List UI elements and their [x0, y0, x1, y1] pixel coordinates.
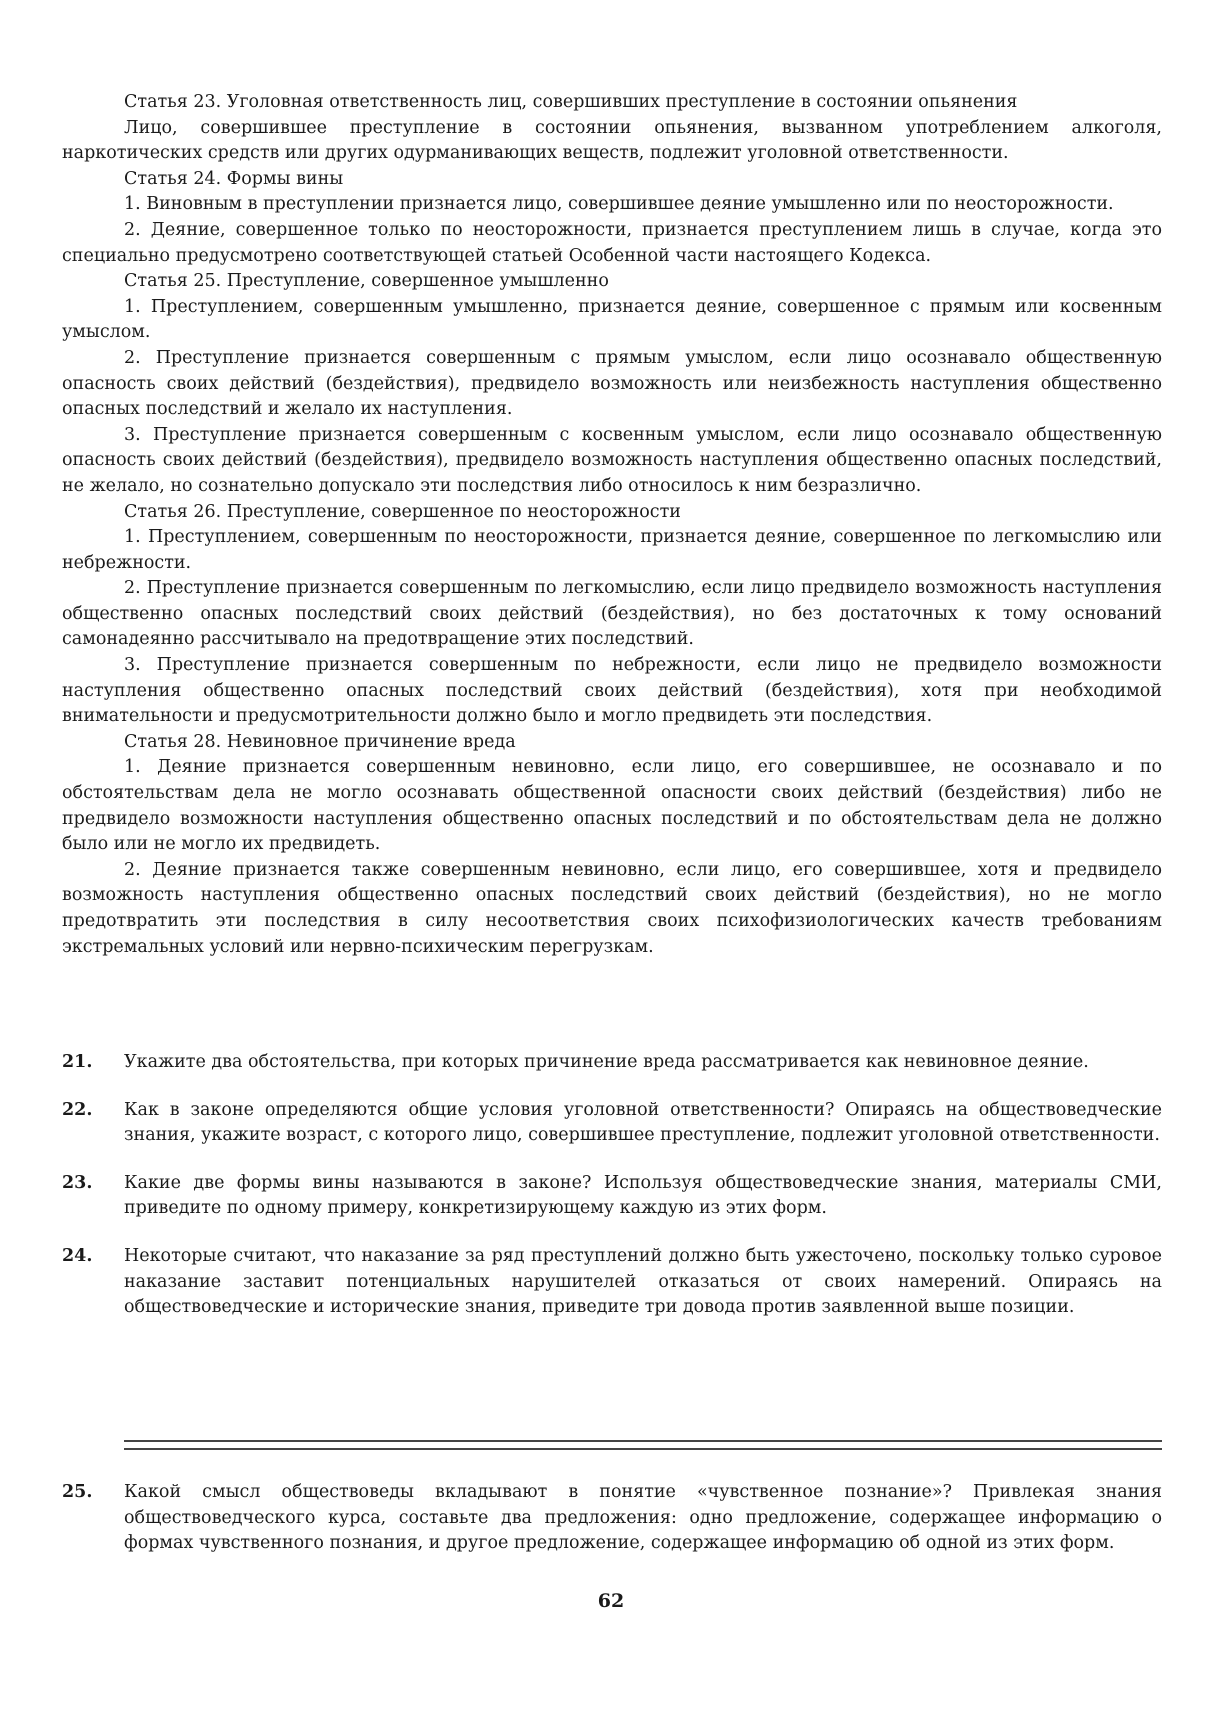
article-paragraph: 2. Деяние, совершенное только по неосторожности, признается преступлением лишь в случае, когда это специально предусмотрено соответствующей статьей Особенной части настоящего Кодекса.	[62, 219, 1162, 266]
question-number: 25.	[62, 1482, 93, 1502]
question-text: Как в законе определяются общие условия уголовной ответственности? Опираясь на обществоведческие знания, укажите возраст, с которого лицо, совершившее преступление, подлежит уголовной ответственности.	[124, 1099, 1162, 1146]
question-number: 21.	[62, 1052, 93, 1072]
question-number: 24.	[62, 1245, 93, 1266]
question-item	[62, 1480, 1162, 1557]
question-text: Какой смысл обществоведы вкладывают в понятие «чувственное познание»? Привлекая знания обществоведческого курса, составьте два предложения: одно предложение, содержащее информацию о формах чувственного познания, и другое предложение, содержащее информацию об одной из этих форм.	[124, 1482, 1162, 1554]
article-heading: Статья 25. Преступление, совершенное умышленно	[124, 271, 609, 292]
article-heading: Статья 28. Невиновное причинение вреда	[124, 731, 516, 752]
question-item	[62, 1244, 1162, 1321]
article-paragraph: 3. Преступление признается совершенным с косвенным умыслом, если лицо осознавало общественную опасность своих действий (бездействия), предвидело возможность наступления общественно опасных последствий, не желало, но сознательно допускало эти последствия либо относилось к ним безразлично.	[62, 424, 1162, 496]
question-text: Некоторые считают, что наказание за ряд преступлений должно быть ужесточено, поскольку только суровое наказание заставит потенциальных нарушителей отказаться от своих намерений. Опираясь на обществоведческие и исторические знания, приведите три довода против заявленной выше позиции.	[124, 1245, 1162, 1318]
section-divider	[124, 1440, 1162, 1450]
article-paragraph: 2. Деяние признается также совершенным невиновно, если лицо, его совершившее, хотя и предвидело возможность наступления общественно опасных последствий своих действий (бездействия), но не могло предотвратить эти последствия в силу несоответствия своих психофизиологических качеств требованиям экстремальных условий или нервно-психическим перегрузкам.	[62, 859, 1162, 957]
page-number: 62	[597, 1590, 625, 1612]
question-text: Какие две формы вины называются в законе? Используя обществоведческие знания, материалы СМИ, приведите по одному примеру, конкретизирующему каждую из этих форм.	[124, 1172, 1162, 1219]
article-paragraph: 1. Виновным в преступлении признается лицо, совершившее деяние умышленно или по неосторожности.	[124, 194, 1114, 215]
article-paragraph: 1. Преступлением, совершенным умышленно, признается деяние, совершенное с прямым или косвенным умыслом.	[62, 296, 1162, 343]
question-item	[62, 1098, 1162, 1149]
article-heading: Статья 23. Уголовная ответственность лиц, совершивших преступление в состоянии опьянения	[124, 92, 1018, 112]
question-item	[62, 1050, 1162, 1076]
article-heading: Статья 26. Преступление, совершенное по неосторожности	[124, 501, 681, 522]
article-paragraph: 2. Преступление признается совершенным по легкомыслию, если лицо предвидело возможность наступления общественно опасных последствий своих действий (бездействия), но без достаточных к тому оснований самонадеянно рассчитывало на предотвращение этих последствий.	[62, 578, 1162, 650]
article-paragraph: Лицо, совершившее преступление в состоянии опьянения, вызванном употреблением алкоголя, наркотических средств или других одурманивающих веществ, подлежит уголовной ответственности.	[62, 117, 1162, 164]
article-paragraph: 1. Деяние признается совершенным невиновно, если лицо, его совершившее, не осознавало и по обстоятельствам дела не могло осознавать общественной опасности своих действий (бездействия) либо не предвидело возможности наступления общественно опасных последствий и по обстоятельствам дела не должно было или не могло их предвидеть.	[62, 757, 1162, 855]
question-number: 22.	[62, 1099, 93, 1120]
article-heading: Статья 24. Формы вины	[124, 168, 344, 189]
question-list	[62, 1050, 1162, 1343]
article-paragraph: 1. Преступлением, совершенным по неосторожности, признается деяние, совершенное по легкомыслию или небрежности.	[62, 527, 1162, 573]
article-paragraph: 2. Преступление признается совершенным с прямым умыслом, если лицо осознавало общественную опасность своих действий (бездействия), предвидело возможность или неизбежность наступления общественно опасных последствий и желало их наступления.	[62, 347, 1162, 420]
article-paragraph: 3. Преступление признается совершенным по небрежности, если лицо не предвидело возможности наступления общественно опасных последствий своих действий (бездействия), хотя при необходимой внимательности и предусмотрительности должно было и могло предвидеть эти последствия.	[62, 655, 1162, 727]
question-number: 23.	[62, 1172, 93, 1193]
question-text: Укажите два обстоятельства, при которых причинение вреда рассматривается как невиновное деяние.	[124, 1052, 1089, 1072]
law-excerpt	[62, 90, 1162, 960]
question-item	[62, 1171, 1162, 1222]
